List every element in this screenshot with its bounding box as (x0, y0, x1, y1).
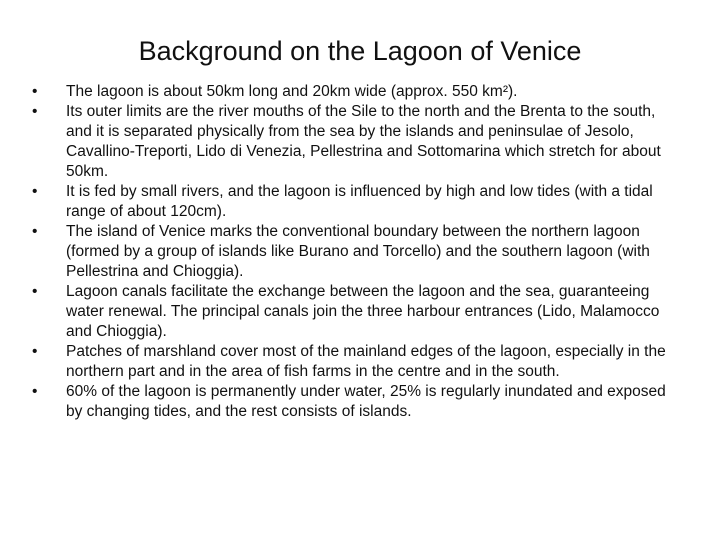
bullet-item (32, 222, 672, 282)
bullet-text: It is fed by small rivers, and the lagoon is influenced by high and low tides (with a tidal range of about 120cm). (66, 183, 653, 220)
bullet-item (32, 382, 672, 422)
bullet-list (32, 82, 672, 422)
bullet-text: Its outer limits are the river mouths of the Sile to the north and the Brenta to the south, and it is separated physically from the sea by the islands and peninsulae of Jesolo, Cavallino-Treporti, Lido di Venezia, Pellestrina and Sottomarina which stretch for about 50km. (66, 103, 661, 180)
bullet-marker: • (32, 343, 38, 360)
bullet-item (32, 182, 672, 222)
bullet-text: The island of Venice marks the conventional boundary between the northern lagoon (formed by a group of islands like Burano and Torcello) and the southern lagoon (with Pellestrina and Chioggia). (66, 223, 650, 280)
slide-title: Background on the Lagoon of Venice (138, 36, 582, 66)
bullet-text: Patches of marshland cover most of the mainland edges of the lagoon, especially in the northern part and in the area of fish farms in the centre and in the south. (66, 343, 666, 380)
bullet-text: The lagoon is about 50km long and 20km wide (approx. 550 km²). (66, 83, 518, 100)
bullet-item (32, 102, 672, 182)
bullet-marker: • (32, 283, 38, 300)
bullet-item (32, 282, 672, 342)
bullet-marker: • (32, 183, 38, 200)
bullet-text: Lagoon canals facilitate the exchange between the lagoon and the sea, guaranteeing water renewal. The principal canals join the three harbour entrances (Lido, Malamocco and Chioggia). (66, 283, 660, 340)
bullet-marker: • (32, 83, 38, 100)
bullet-item (32, 82, 672, 102)
bullet-marker: • (32, 383, 38, 400)
bullet-marker: • (32, 103, 38, 120)
bullet-item (32, 342, 672, 382)
bullet-text: 60% of the lagoon is permanently under water, 25% is regularly inundated and exposed by changing tides, and the rest consists of islands. (66, 383, 666, 420)
bullet-marker: • (32, 223, 38, 240)
